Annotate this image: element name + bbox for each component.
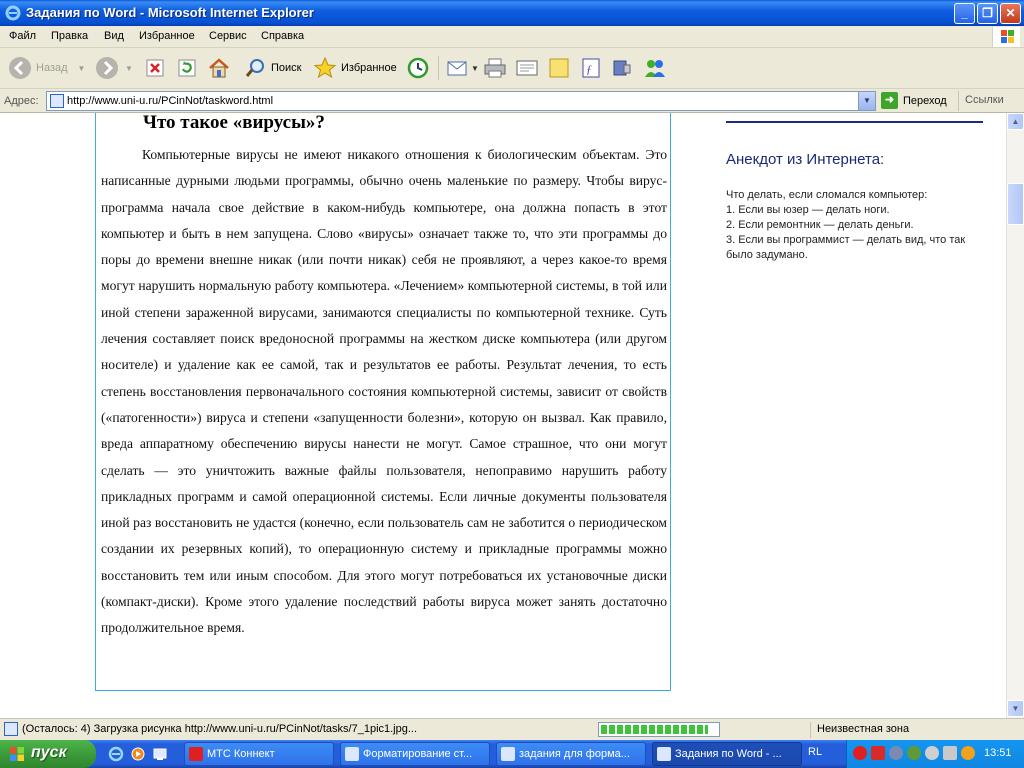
clock: 13:51 (984, 747, 1012, 759)
forward-arrow-icon (95, 56, 119, 80)
history-icon (406, 56, 430, 80)
refresh-button[interactable] (177, 54, 197, 82)
joke-line: 1. Если вы юзер — делать ноги. (726, 204, 890, 216)
ie-task-icon (501, 747, 515, 761)
note-icon (548, 57, 570, 79)
article-title: Что такое «вирусы»? (143, 113, 325, 133)
joke-line: 2. Если ремонтник — делать деньги. (726, 219, 914, 231)
article-body: Компьютерные вирусы не имеют никакого отношения к биологическим объектам. Это написанные дурными людьми программы, обычно очень маленькие по размеру. Чтобы вирус-программа начала свое действие в каком-нибудь компьютере, она должна попасть в этот компьютер и быть в нем запущена. Слово «вирусы» означает также то, что эти программы до поры до времени внешне никак (или почти никак) себя не проявляют, а через какое-то время могут нарушить нормальную работу компьютера. «Лечением» компьютерной системы, в той или иной степени зараженной вирусами, занимаются специалисты по компьютерной технике. Суть лечения составляет поиск вредоносной программы на жестком диске компьютера (или другом носителе) и удаление как ее самой, так и результатов ее работы. Результат лечения, то есть степень восстановления первоначального состояния компьютерной системы, зависит от свойств («патогенности») вируса и степени «запущенности болезни», которую он вызвал. Как правило, вреда аппаратному обеспечению вирусы нанести не могут. Самое страшное, что они могут сделать — это уничтожить важные файлы пользователя, непоправимо нарушить работу прикладных программ и самой операционной системы. Если личные документы пользователя иной раз восстановить не удастся (конечно, если пользователь сам не заботится о периодическом создании их резервных копий), то операционную систему и прикладные программы можно восстановить тем или иным способом. Для этого могут потребоваться их установочные диски (компакт-диски). Кроме этого удаление последствий работы вируса может занять достаточно продолжительное время. (101, 147, 667, 636)
sidebar-joke (726, 188, 988, 263)
search-label: Поиск (271, 62, 302, 74)
research-button[interactable] (580, 54, 602, 82)
status-page-icon (4, 722, 18, 736)
forward-dropdown-icon[interactable]: ▼ (125, 63, 133, 73)
discuss-button[interactable] (548, 54, 570, 82)
mail-button[interactable] (446, 54, 479, 82)
window-title: Задания по Word - Microsoft Internet Explorer (26, 5, 314, 20)
mail-dropdown-icon[interactable]: ▼ (471, 63, 479, 73)
mts-icon (189, 747, 203, 761)
status-text: (Осталось: 4) Загрузка рисунка http://www.uni-u.ru/PCinNot/tasks/7_1pic1.jpg... (22, 723, 418, 735)
go-label: Переход (903, 94, 947, 107)
progress-fill (601, 725, 708, 734)
sidebar-divider (726, 121, 983, 123)
back-arrow-icon (8, 56, 32, 80)
media-button[interactable] (610, 54, 632, 82)
media-icon (610, 57, 632, 79)
address-label: Адрес: (4, 95, 39, 107)
print-button[interactable] (483, 54, 507, 82)
quicklaunch-ie-icon[interactable] (108, 746, 124, 762)
standard-toolbar (0, 48, 1024, 89)
messenger-button[interactable] (643, 54, 667, 82)
taskbar (0, 740, 1024, 768)
system-tray (846, 740, 1024, 768)
star-icon (313, 56, 337, 80)
edit-button[interactable] (515, 54, 539, 82)
task-label: Форматирование ст... (363, 748, 473, 760)
maximize-button[interactable]: ❐ (977, 3, 998, 24)
start-label: пуск (31, 744, 67, 761)
research-icon (580, 57, 602, 79)
page-content (0, 113, 1006, 718)
task-label: Задания по Word - ... (675, 748, 782, 760)
disk-icon[interactable] (925, 746, 939, 760)
joke-line: Что делать, если сломался компьютер: (726, 189, 928, 201)
start-button[interactable] (0, 740, 96, 768)
go-arrow-icon: ➜ (881, 92, 898, 109)
loading-progress-bar (598, 722, 720, 737)
favorites-label: Избранное (341, 62, 397, 74)
address-bar (0, 89, 1024, 113)
word-doc-icon (345, 747, 359, 761)
go-button[interactable] (881, 92, 947, 109)
menu-help[interactable]: Справка (261, 30, 305, 42)
scroll-up-button[interactable]: ▲ (1007, 113, 1024, 130)
scroll-down-button[interactable]: ▼ (1007, 700, 1024, 717)
security-zone: Неизвестная зона (810, 722, 1020, 738)
volume-icon[interactable] (943, 746, 957, 760)
back-button[interactable] (8, 54, 85, 82)
windows-logo-icon (992, 27, 1020, 47)
search-button[interactable] (245, 54, 301, 82)
forward-button[interactable] (95, 54, 133, 82)
close-button[interactable]: ✕ (1000, 3, 1021, 24)
menu-view[interactable]: Вид (104, 30, 124, 42)
address-input[interactable] (46, 91, 876, 111)
stop-icon (145, 58, 165, 78)
task-word-assignments[interactable] (496, 742, 646, 766)
network-icon[interactable] (889, 746, 903, 760)
search-icon (245, 57, 267, 79)
task-label: задания для форма... (519, 748, 630, 760)
status-bar (0, 718, 1024, 740)
vertical-scrollbar[interactable] (1006, 113, 1024, 718)
task-label: МТС Коннект (207, 748, 275, 760)
antivirus-icon[interactable] (907, 746, 921, 760)
task-ie-active[interactable] (652, 742, 802, 766)
favorites-button[interactable] (313, 54, 397, 82)
menu-tools[interactable]: Сервис (209, 30, 247, 42)
history-button[interactable] (406, 54, 430, 82)
address-url[interactable]: http://www.uni-u.ru/PCinNot/taskword.html (67, 95, 274, 107)
update-icon[interactable] (961, 746, 975, 760)
back-dropdown-icon[interactable]: ▼ (77, 63, 86, 73)
quicklaunch-media-icon[interactable] (130, 746, 146, 762)
sidebar-heading: Анекдот из Интернета: (726, 151, 885, 168)
mts-tray-icon[interactable] (853, 746, 867, 760)
page-icon (50, 94, 64, 108)
internet-explorer-icon (5, 5, 21, 21)
task-word-formatting[interactable] (340, 742, 490, 766)
back-label: Назад (36, 62, 68, 74)
edit-page-icon (515, 57, 539, 79)
toolbar-separator (438, 56, 439, 80)
home-button[interactable] (207, 54, 231, 82)
refresh-icon (177, 58, 197, 78)
task-mts-connect[interactable] (184, 742, 334, 766)
joke-line: 3. Если вы программист — делать вид, что так было задумано. (726, 234, 966, 261)
title-bar (0, 0, 1024, 26)
quicklaunch-desktop-icon[interactable] (152, 746, 168, 762)
ie-task-icon (657, 747, 671, 761)
menu-edit[interactable]: Правка (51, 30, 89, 42)
svg-text:ƒ: ƒ (586, 62, 592, 76)
minimize-button[interactable]: _ (954, 3, 975, 24)
address-dropdown-icon[interactable]: ▼ (858, 92, 875, 110)
home-icon (207, 57, 231, 79)
menu-favorites[interactable]: Избранное (139, 30, 195, 42)
stop-button[interactable] (145, 54, 165, 82)
ati-icon[interactable] (871, 746, 885, 760)
links-toolbar[interactable]: Ссылки (958, 91, 1024, 111)
messenger-icon (643, 57, 667, 79)
printer-icon (483, 57, 507, 79)
menu-bar (0, 26, 1024, 48)
article-box (95, 113, 671, 691)
windows-flag-icon (9, 746, 25, 762)
scroll-thumb[interactable] (1007, 183, 1024, 225)
language-indicator[interactable]: RL (808, 746, 823, 758)
mail-icon (446, 57, 470, 79)
menu-file[interactable]: Файл (9, 30, 37, 42)
